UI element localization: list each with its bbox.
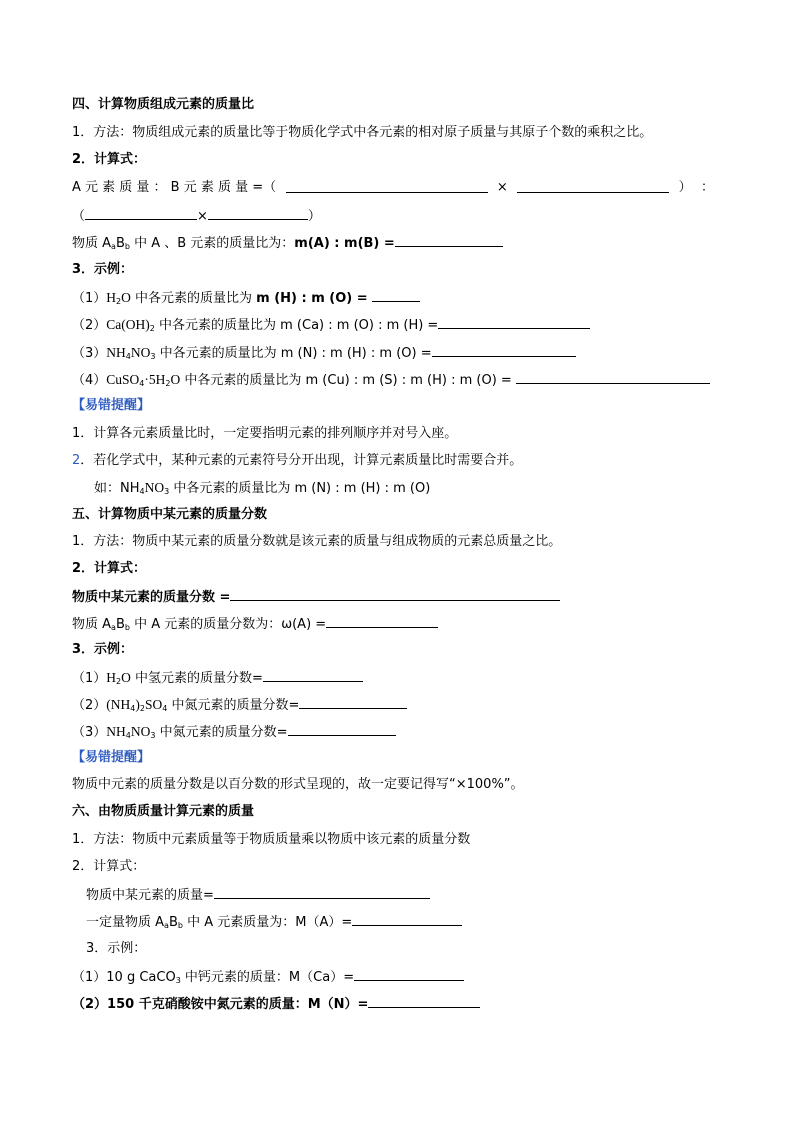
blank-s6-ex2 [368,994,480,1008]
section-6-ab-line: 一定量物质 $A_aB_b$ 中 A 元素质量为：M（A）= [86,912,462,930]
section-6-formula-line: 物质中某元素的质量= [86,885,430,903]
section-4-example-1: $(1)H_2O$ 中各元素的质量比为 m (H) : m (O) = [72,288,420,306]
section-5-example-2: $(2)(NH_4)_2SO_4$ 中氮元素的质量分数= [72,695,407,713]
section-4-tip-label: 【易错提醒】 [72,398,151,413]
section-5-tip-label: 【易错提醒】 [72,750,151,765]
section-5-title: 五、计算物质中某元素的质量分数 [72,507,268,522]
section-6-examples-label: 3．示例： [86,941,147,956]
section-4-formula-line [72,179,714,197]
close-paren: ） [678,180,692,195]
section-5-formula-label: 2．计算式： [72,561,147,576]
section-4-example-2: $(2)Ca(OH)_2$ 中各元素的质量比为 m (Ca) : m (O) : m (H) = [72,315,590,333]
section-6-method: 1．方法：物质中元素质量等于物质质量乘以物质中该元素的质量分数 [72,832,471,847]
section-5-method: 1．方法：物质中某元素的质量分数就是该元素的质量与组成物质的元素总质量之比。 [72,534,562,549]
blank-ab-fraction [326,614,438,628]
section-4-title: 四、计算物质组成元素的质量比 [72,97,255,112]
section-6-example-1: （1）10 g CaCO$_3$ 中钙元素的质量：M（Ca）= [72,967,464,985]
section-4-ab-line: 物质 $A_aB_b$ 中 A 、B 元素的质量比为：m(A) : m(B) = [72,233,503,251]
section-6-example-2: （2）150 千克硝酸铵中氮元素的质量：M（N）= [72,994,480,1012]
blank-ex4 [516,370,710,384]
section-5-example-1: $(1)H_2O$ 中氢元素的质量分数= [72,668,363,686]
blank-ex3 [432,343,576,357]
section-4-method: 1．方法：物质组成元素的质量比等于物质化学式中各元素的相对原子质量与其原子个数的乘积之比。 [72,125,653,140]
section-4-tip-3: 如：$NH_4NO_3$ 中各元素的质量比为 m (N) : m (H) : m (O) [94,480,431,496]
blank-c [85,206,197,220]
blank-ab [395,233,503,247]
blank-ex1 [372,288,420,302]
section-5-example-3: $(3)NH_4NO_3$ 中氮元素的质量分数= [72,722,396,740]
colon-sign: ： [700,180,714,195]
blank-element-mass [214,885,430,899]
section-4-formula-label: 2．计算式： [72,152,147,167]
blank-a [286,179,488,193]
section-4-formula-line-2: （ × ） [72,206,321,224]
blank-ex2 [438,315,590,329]
section-4-examples-label: 3．示例： [72,262,134,277]
blank-d [208,206,308,220]
formula-a-label: A 元 素 质 量 ： B 元 素 质 量 =（ [72,180,277,195]
section-4-tip-2: 2．若化学式中，某种元素的元素符号分开出现，计算元素质量比时需要合并。 [72,453,523,468]
blank-s5-ex1 [263,668,363,682]
blank-s6-ex1 [354,967,464,981]
section-5-tip-1: 物质中元素的质量分数是以百分数的形式呈现的，故一定要记得写“×100%”。 [72,777,524,792]
blank-b [517,179,669,193]
ab-ratio-expression: m(A) : m(B) = [294,236,395,251]
section-6-title: 六、由物质质量计算元素的质量 [72,804,255,819]
blank-s5-ex2 [299,695,407,709]
blank-s5-ex3 [288,722,396,736]
section-5-formula-line: 物质中某元素的质量分数 = [72,587,560,605]
section-4-tip-1: 1．计算各元素质量比时，一定要指明元素的排列顺序并对号入座。 [72,426,458,441]
section-5-examples-label: 3．示例： [72,642,134,657]
blank-ab-mass [352,912,462,926]
blank-mass-fraction [230,587,560,601]
times-sign: × [496,180,508,195]
section-4-example-3: $(3)NH_4NO_3$ 中各元素的质量比为 m (N) : m (H) : m (O) = [72,343,576,361]
section-4-example-4: $(4)CuSO_4\cdot 5H_2O$ 中各元素的质量比为 m (Cu) : m (S) : m (H) : m (O) = [72,370,710,388]
section-5-ab-line: 物质 $A_aB_b$ 中 A 元素的质量分数为：ω(A) = [72,614,438,632]
section-6-formula-label: 2．计算式： [72,859,146,874]
